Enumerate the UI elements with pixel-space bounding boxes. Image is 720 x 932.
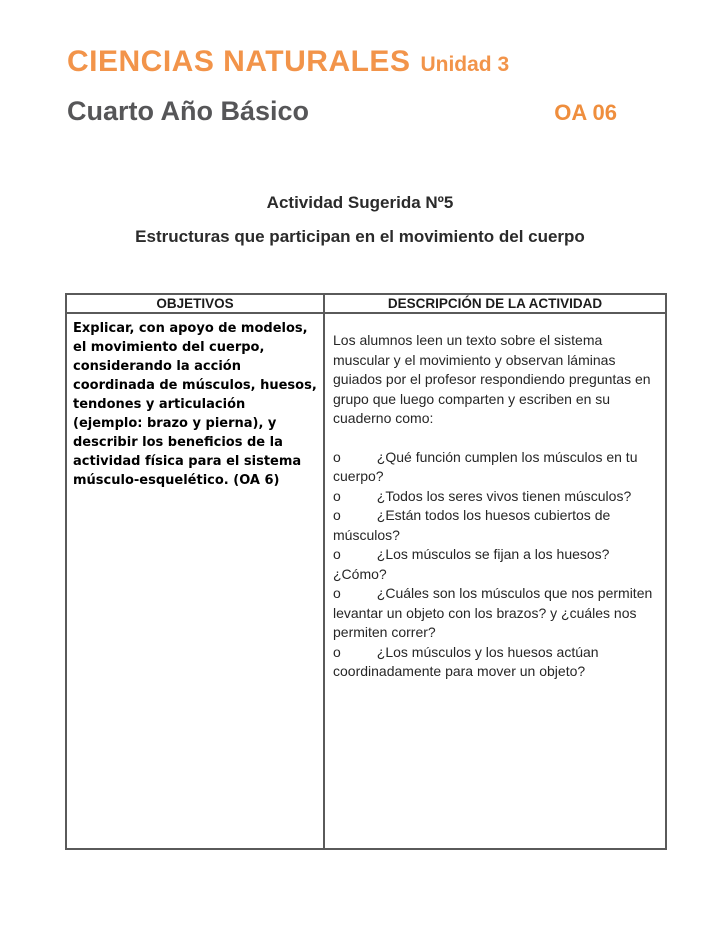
bullet-marker: o	[333, 507, 341, 523]
bullet-marker: o	[333, 448, 341, 465]
question-item	[333, 506, 657, 545]
activity-table	[65, 293, 667, 850]
activity-title: Actividad Sugerida Nº5	[266, 193, 454, 212]
bullet-marker: o	[333, 585, 341, 601]
activity-subtitle: Estructuras que participan en el movimiento del cuerpo	[135, 227, 585, 246]
objectives-column-header: OBJETIVOS	[66, 294, 324, 313]
question-item	[333, 643, 657, 682]
bullet-marker: o	[333, 546, 341, 562]
description-column-header: DESCRIPCIÓN DE LA ACTIVIDAD	[324, 294, 666, 313]
grade-label: Cuarto Año Básico	[67, 96, 310, 126]
bullet-marker: o	[333, 643, 341, 660]
subject-line	[67, 45, 617, 79]
question-item	[333, 545, 657, 584]
question-text: ¿Todos los seres vivos tienen músculos?	[376, 487, 632, 504]
objective-cell	[66, 313, 324, 849]
table-body-row	[66, 313, 666, 849]
subject-title: CIENCIAS NATURALES	[67, 45, 411, 78]
unit-label: Unidad 3	[420, 53, 510, 76]
description-cell	[324, 313, 666, 849]
document-header	[0, 0, 720, 127]
question-text: ¿Los músculos y los huesos actúan coordinadamente para mover un objeto?	[333, 643, 599, 679]
question-text: ¿Qué función cumplen los músculos en tu cuerpo?	[333, 448, 638, 484]
grade-line	[67, 96, 617, 127]
oa-badge: OA 06	[554, 100, 617, 125]
question-item	[333, 584, 657, 643]
bullet-marker: o	[333, 487, 341, 504]
question-text: ¿Están todos los huesos cubiertos de músculos?	[333, 507, 611, 543]
table-header-row	[66, 294, 666, 313]
question-text: ¿Cuáles son los músculos que nos permiten levantar un objeto con los brazos? y ¿cuáles nos permiten correr?	[333, 585, 653, 640]
question-text: ¿Los músculos se fijan a los huesos? ¿Cómo?	[333, 546, 610, 582]
question-item	[333, 487, 657, 507]
question-item	[333, 448, 657, 487]
description-intro: Los alumnos leen un texto sobre el sistema muscular y el movimiento y observan láminas guiados por el profesor respondiendo preguntas en grupo que luego comparten y escriben en su cuaderno como:	[333, 332, 651, 426]
activity-table-header	[66, 294, 666, 313]
objective-text: Explicar, con apoyo de modelos, el movimiento del cuerpo, considerando la acción coordinada de músculos, huesos, tendones y articulación (ejemplo: brazo y pierna), y describir los beneficios de la actividad física para el sistema músculo-esquelético. (OA 6)	[73, 321, 317, 488]
